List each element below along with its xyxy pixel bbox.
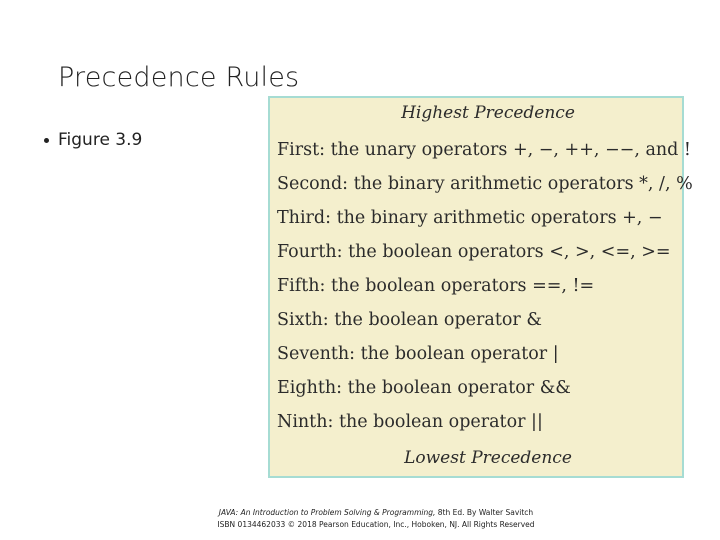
rule-ninth: Ninth: the boolean operator || xyxy=(277,412,543,432)
rule-sixth: Sixth: the boolean operator & xyxy=(277,310,542,330)
slide-title: Precedence Rules xyxy=(58,62,300,93)
highest-precedence-label: Highest Precedence xyxy=(401,103,575,123)
rule-fifth: Fifth: the boolean operators ==, != xyxy=(277,276,595,296)
rule-fourth: Fourth: the boolean operators <, >, <=, >= xyxy=(277,242,671,262)
citation-book-title: JAVA: An Introduction to Problem Solving & Programming, xyxy=(218,508,436,517)
bullet-item xyxy=(44,130,142,150)
bullet-text: Figure 3.9 xyxy=(58,130,143,150)
citation-line-1 xyxy=(0,507,720,519)
precedence-figure xyxy=(268,96,693,478)
rule-eighth: Eighth: the boolean operator && xyxy=(277,378,571,398)
rule-first: First: the unary operators +, −, ++, −−, and ! xyxy=(277,140,691,160)
bullet-dot-icon xyxy=(44,138,49,143)
rule-second: Second: the binary arithmetic operators *, /, % xyxy=(277,174,693,194)
precedence-rules-list xyxy=(277,138,693,444)
rule-seventh: Seventh: the boolean operator | xyxy=(277,344,559,364)
citation-line-2: ISBN 0134462033 © 2018 Pearson Education, Inc., Hoboken, NJ. All Rights Reserved xyxy=(217,520,535,529)
rule-third: Third: the binary arithmetic operators +, − xyxy=(277,208,663,228)
lowest-precedence-label: Lowest Precedence xyxy=(404,448,572,468)
citation-edition: 8th Ed. By Walter Savitch xyxy=(435,508,534,517)
citation-footer xyxy=(0,507,720,531)
